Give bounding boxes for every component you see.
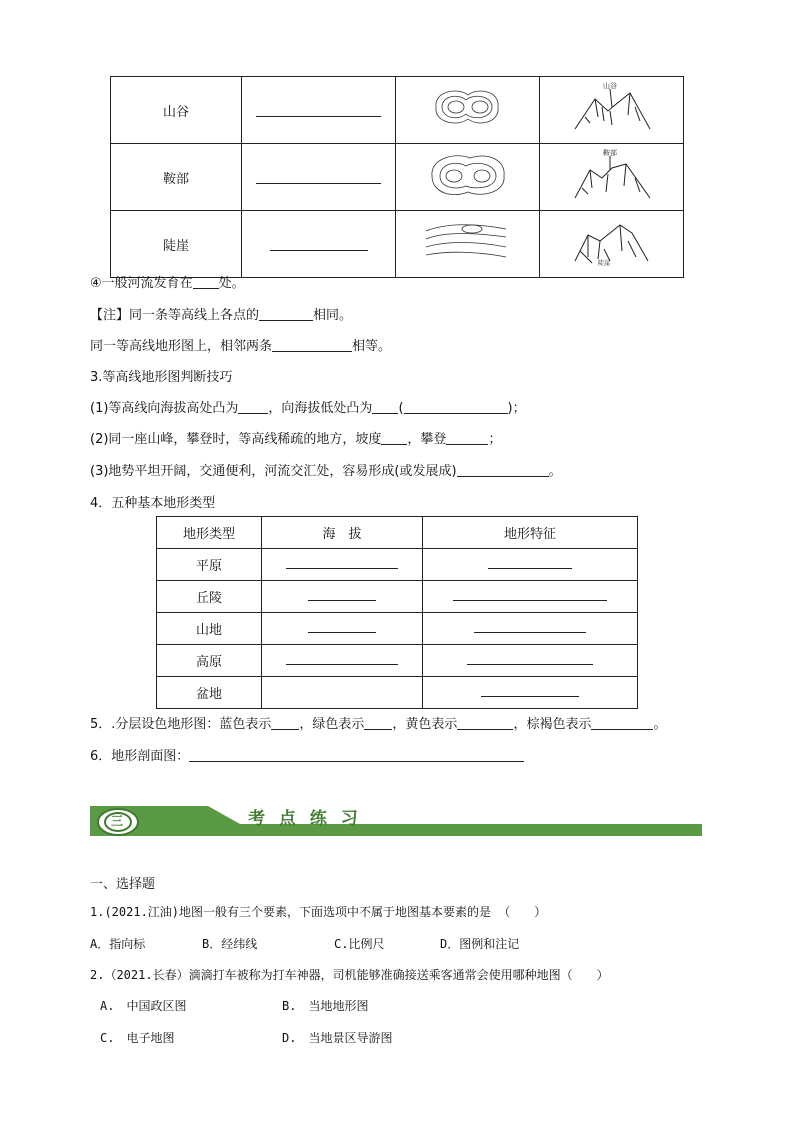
line-text: 处。 <box>218 276 245 291</box>
line-text: ，黄色表示 <box>392 717 458 732</box>
option-d[interactable]: D．图例和注记 <box>440 937 520 951</box>
sketch-label: 山谷 <box>603 82 617 90</box>
section-heading: 3.等高线地形图判断技巧 <box>90 370 233 385</box>
option-a[interactable]: A. 中国政区图 <box>100 999 187 1013</box>
answer-cell <box>262 645 423 677</box>
answer-cell <box>423 677 638 709</box>
line-tip-2 <box>90 428 501 447</box>
answer-blank[interactable] <box>457 717 513 730</box>
answer-cell <box>262 677 423 709</box>
answer-cell <box>423 645 638 677</box>
answer-blank[interactable] <box>286 664 398 665</box>
line-text: ； <box>488 432 502 447</box>
line-adjacent <box>90 335 391 354</box>
line-text: 6．地形剖面图： <box>90 749 190 764</box>
answer-cell <box>242 211 396 278</box>
answer-blank[interactable] <box>259 308 313 321</box>
answer-blank[interactable] <box>457 464 549 477</box>
option-b[interactable]: B. 当地地形图 <box>282 999 369 1013</box>
terrain-name: 平原 <box>157 549 262 581</box>
question-1: 1.(2021.江油)地图一般有三个要素，下面选项中不属于地图基本要素的是 （ ） <box>90 905 547 919</box>
option-c[interactable]: C. 电子地图 <box>100 1031 175 1045</box>
line-tip-1 <box>90 397 526 416</box>
answer-blank[interactable] <box>372 401 398 414</box>
exercise-section-title: 一、选择题 <box>90 877 156 892</box>
line-text: 5．.分层设色地形图：蓝色表示 <box>90 717 272 732</box>
line-text: 相等。 <box>352 339 392 354</box>
saddle-contour-icon <box>396 144 539 206</box>
landform-name: 山谷 <box>111 77 242 144</box>
answer-blank[interactable] <box>404 401 508 414</box>
answer-cell <box>262 549 423 581</box>
contour-sketch <box>396 77 540 144</box>
answer-blank[interactable] <box>364 717 392 730</box>
answer-cell <box>423 613 638 645</box>
answer-blank[interactable] <box>446 432 488 445</box>
contour-sketch <box>396 144 540 211</box>
line-text: (3)地势平坦开阔，交通便利，河流交汇处，容易形成(或发展成) <box>90 464 457 479</box>
answer-blank[interactable] <box>453 600 607 601</box>
answer-cell <box>262 613 423 645</box>
line-text: 。 <box>653 717 667 732</box>
table-header: 地形类型 <box>157 517 262 549</box>
terrain-name: 山地 <box>157 613 262 645</box>
valley-mountain-icon <box>540 77 683 139</box>
line-text: ，向海拔低处凸为 <box>268 401 373 416</box>
line-text: )； <box>507 401 526 416</box>
line-text: 相同。 <box>313 308 353 323</box>
terrain-sketch <box>540 144 684 211</box>
line-text: (1)等高线向海拔高处凸为 <box>90 401 239 416</box>
line-text: ，绿色表示 <box>299 717 365 732</box>
table-header: 地形特征 <box>423 517 638 549</box>
line-text: 【注】同一条等高线上各点的 <box>90 308 260 323</box>
line-tip-3 <box>90 460 562 479</box>
answer-blank[interactable] <box>271 717 299 730</box>
sketch-label: 陡崖 <box>598 260 611 267</box>
answer-blank[interactable] <box>481 696 579 697</box>
terrain-name: 高原 <box>157 645 262 677</box>
answer-cell <box>242 77 396 144</box>
line-note <box>90 304 352 323</box>
table-header: 海 拔 <box>262 517 423 549</box>
banner-title: 考 点 练 习 <box>248 809 362 829</box>
option-b[interactable]: B．经纬线 <box>202 937 258 951</box>
landform-table <box>110 76 684 278</box>
banner-icon-text: 三 <box>111 814 124 828</box>
answer-blank[interactable] <box>270 250 368 251</box>
answer-blank[interactable] <box>238 401 268 414</box>
terrain-name: 丘陵 <box>157 581 262 613</box>
terrain-table <box>156 516 638 709</box>
answer-blank[interactable] <box>488 568 572 569</box>
line-text: (2)同一座山峰，攀登时，等高线稀疏的地方，坡度 <box>90 432 382 447</box>
answer-blank[interactable] <box>591 717 653 730</box>
sketch-label: 鞍部 <box>603 149 617 157</box>
answer-blank[interactable] <box>381 432 407 445</box>
cliff-mountain-icon <box>540 211 683 273</box>
answer-blank[interactable] <box>193 276 219 289</box>
terrain-sketch <box>540 77 684 144</box>
cliff-contour-icon <box>396 211 539 273</box>
answer-blank[interactable] <box>189 749 524 762</box>
answer-cell <box>423 581 638 613</box>
answer-blank[interactable] <box>308 600 376 601</box>
answer-blank[interactable] <box>467 664 593 665</box>
answer-blank[interactable] <box>286 568 398 569</box>
line-text: ，攀登 <box>407 432 447 447</box>
saddle-mountain-icon <box>540 144 683 206</box>
line-text: ，棕褐色表示 <box>513 717 592 732</box>
section-banner <box>90 802 702 838</box>
answer-blank[interactable] <box>474 632 586 633</box>
line-text: 。 <box>548 464 562 479</box>
contour-sketch <box>396 211 540 278</box>
terrain-name: 盆地 <box>157 677 262 709</box>
answer-cell <box>262 581 423 613</box>
option-c[interactable]: C.比例尺 <box>334 937 385 951</box>
terrain-sketch <box>540 211 684 278</box>
line-text: ④一般河流发育在 <box>90 276 193 291</box>
answer-cell <box>423 549 638 581</box>
answer-cell <box>242 144 396 211</box>
line-text: 同一等高线地形图上，相邻两条 <box>90 339 273 354</box>
banner-graphic <box>90 802 702 838</box>
section-heading: 4．五种基本地形类型 <box>90 496 216 511</box>
line-river <box>90 272 245 291</box>
answer-blank[interactable] <box>256 183 381 184</box>
valley-contour-icon <box>396 77 539 139</box>
option-a[interactable]: A．指向标 <box>90 937 146 951</box>
line-profile <box>90 745 524 764</box>
line-text: ( <box>398 401 404 416</box>
option-d[interactable]: D. 当地景区导游图 <box>282 1031 393 1045</box>
answer-blank[interactable] <box>272 339 352 352</box>
line-layer-color <box>90 713 666 732</box>
landform-name: 陡崖 <box>111 211 242 278</box>
landform-name: 鞍部 <box>111 144 242 211</box>
answer-blank[interactable] <box>256 116 381 117</box>
question-2: 2.（2021.长春）滴滴打车被称为打车神器，司机能够准确接送乘客通常会使用哪种地图（ ） <box>90 968 609 982</box>
answer-blank[interactable] <box>308 632 376 633</box>
